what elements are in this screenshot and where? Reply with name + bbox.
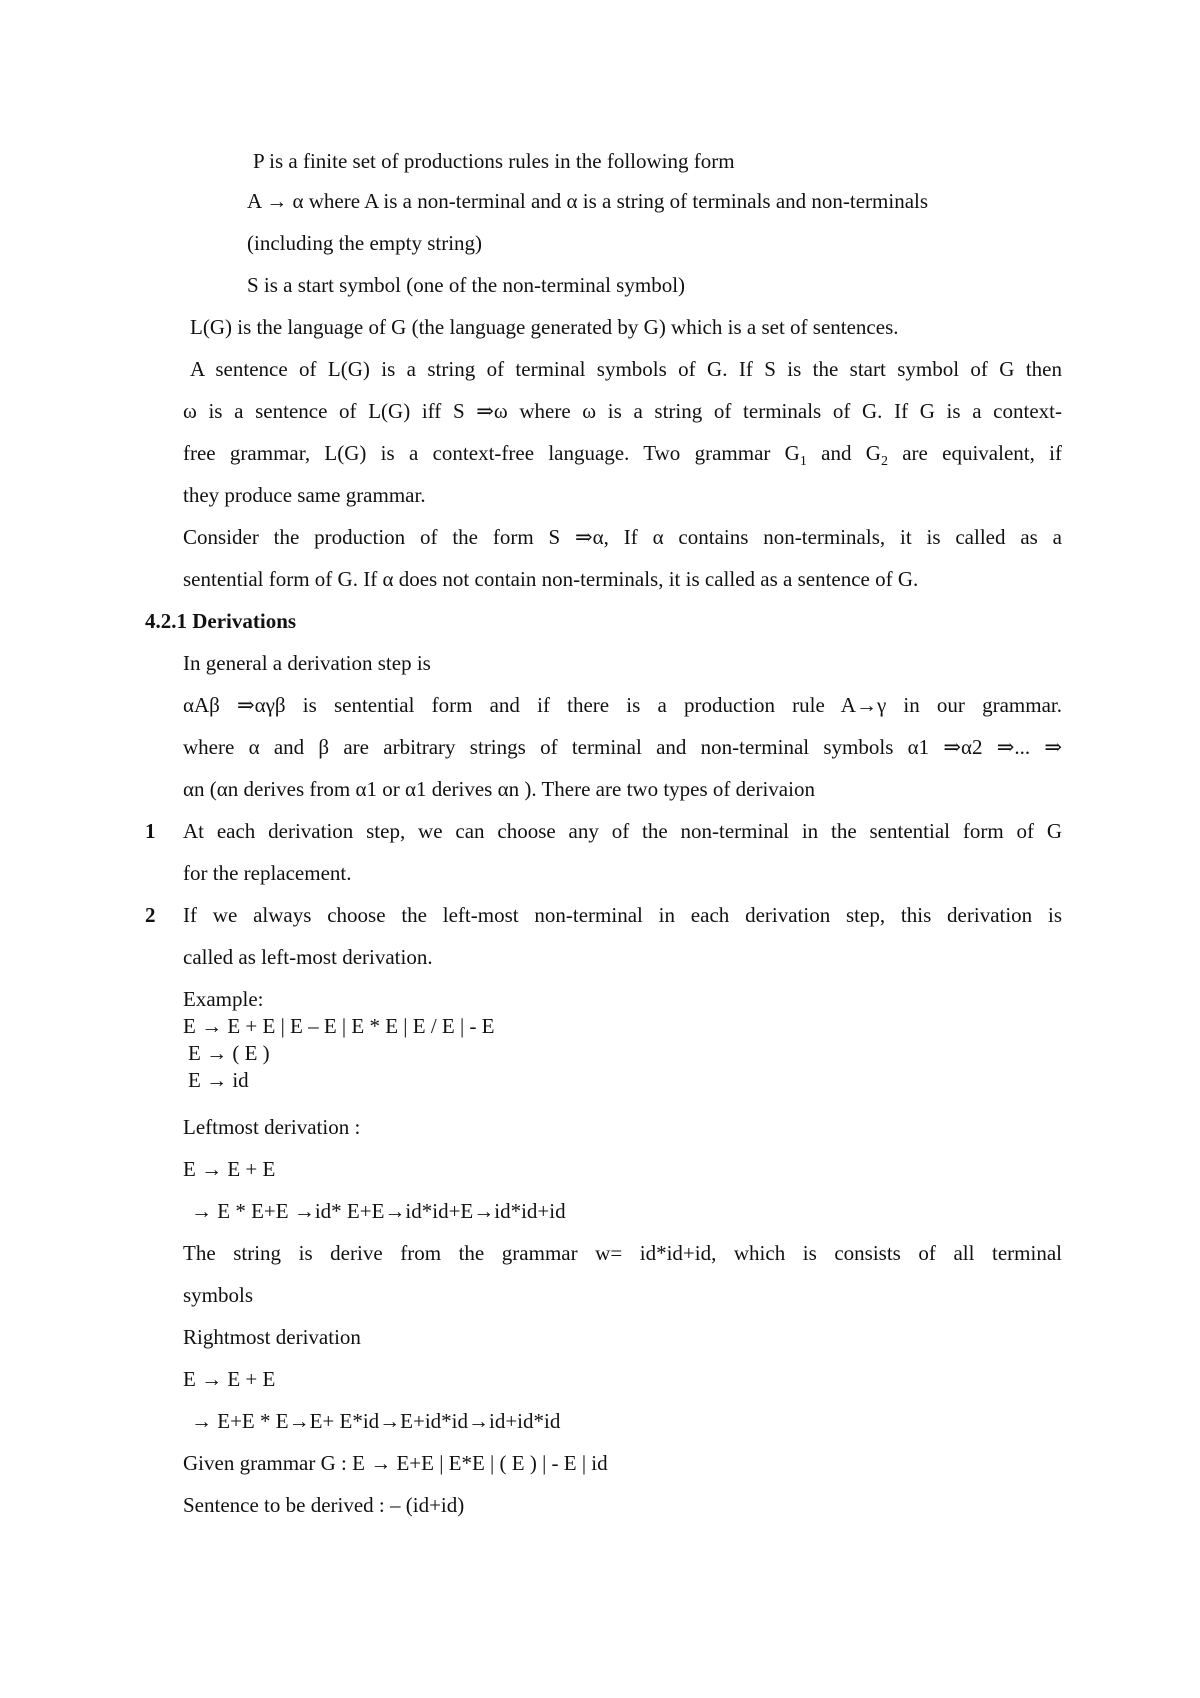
rightmost-label: Rightmost derivation <box>183 1325 361 1349</box>
grammar-rule: E → id <box>188 1068 249 1092</box>
string-note-line: The string is derive from the grammar w= id*id+id, which is consists of all terminal <box>183 1241 1062 1265</box>
rightmost-derivation-line: E → E + E <box>183 1367 276 1391</box>
sentence-paragraph-line: they produce same grammar. <box>183 483 426 507</box>
list-item-line: called as left-most derivation. <box>183 945 433 969</box>
p-definition: P is a finite set of productions rules in the following form <box>253 149 735 173</box>
sentence-paragraph-line: ω is a sentence of L(G) iff S ⇒ω where ω is a string of terminals of G. If G is a context- <box>183 399 1062 423</box>
cf-text-after: are equivalent, if <box>887 441 1062 465</box>
sentence-paragraph-line: A sentence of L(G) is a string of terminal symbols of G. If S is the start symbol of G then <box>190 357 1062 381</box>
given-grammar: Given grammar G : E → E+E | E*E | ( E ) | - E | id <box>183 1451 608 1475</box>
g1-subscript: 1 <box>799 454 807 470</box>
derivation-step-line: where α and β are arbitrary strings of terminal and non-terminal symbols α1 ⇒α2 ⇒... ⇒ <box>183 735 1062 759</box>
list-item-line: If we always choose the left-most non-terminal in each derivation step, this derivation is <box>183 903 1062 927</box>
cf-text-before: free grammar, L(G) is a context-free language. Two grammar G <box>183 441 800 465</box>
grammar-rule: E → ( E ) <box>188 1041 270 1065</box>
list-item-line: for the replacement. <box>183 861 352 885</box>
string-note-line: symbols <box>183 1283 254 1307</box>
example-label: Example: <box>183 987 264 1011</box>
leftmost-derivation-line: → E * E+E →id* E+E→id*id+E→id*id+id <box>191 1199 566 1223</box>
context-free-line <box>183 440 1062 470</box>
section-heading: 4.2.1 Derivations <box>145 609 297 633</box>
sentential-paragraph-line: sentential form of G. If α does not contain non-terminals, it is called as a sentence of G. <box>183 567 919 591</box>
derivation-step-line: αn (αn derives from α1 or α1 derives αn ). There are two types of derivaion <box>183 777 815 801</box>
list-item-number: 2 <box>145 903 156 927</box>
list-item-number: 1 <box>145 819 156 843</box>
rightmost-derivation-line: → E+E * E→E+ E*id→E+id*id→id+id*id <box>191 1409 561 1433</box>
cf-text-mid: and G <box>806 441 881 465</box>
language-definition: L(G) is the language of G (the language generated by G) which is a set of sentences. <box>190 315 899 339</box>
sentential-paragraph-line: Consider the production of the form S ⇒α, If α contains non-terminals, it is called as a <box>183 525 1062 549</box>
production-form: A → α where A is a non-terminal and α is a string of terminals and non-terminals <box>247 189 929 213</box>
list-item-line: At each derivation step, we can choose any of the non-terminal in the sentential form of G <box>183 819 1062 843</box>
general-derivation-line: In general a derivation step is <box>183 651 431 675</box>
sentence-to-derive: Sentence to be derived : – (id+id) <box>183 1493 465 1517</box>
start-symbol-definition: S is a start symbol (one of the non-terminal symbol) <box>247 273 686 297</box>
g2-subscript: 2 <box>880 454 888 470</box>
grammar-rule: E → E + E | E – E | E * E | E / E | - E <box>183 1014 495 1038</box>
derivation-step-line: αAβ ⇒αγβ is sentential form and if there is a production rule A→γ in our grammar. <box>183 693 1062 717</box>
leftmost-label: Leftmost derivation : <box>183 1115 361 1139</box>
leftmost-derivation-line: E → E + E <box>183 1157 276 1181</box>
empty-string-note: (including the empty string) <box>247 231 483 255</box>
